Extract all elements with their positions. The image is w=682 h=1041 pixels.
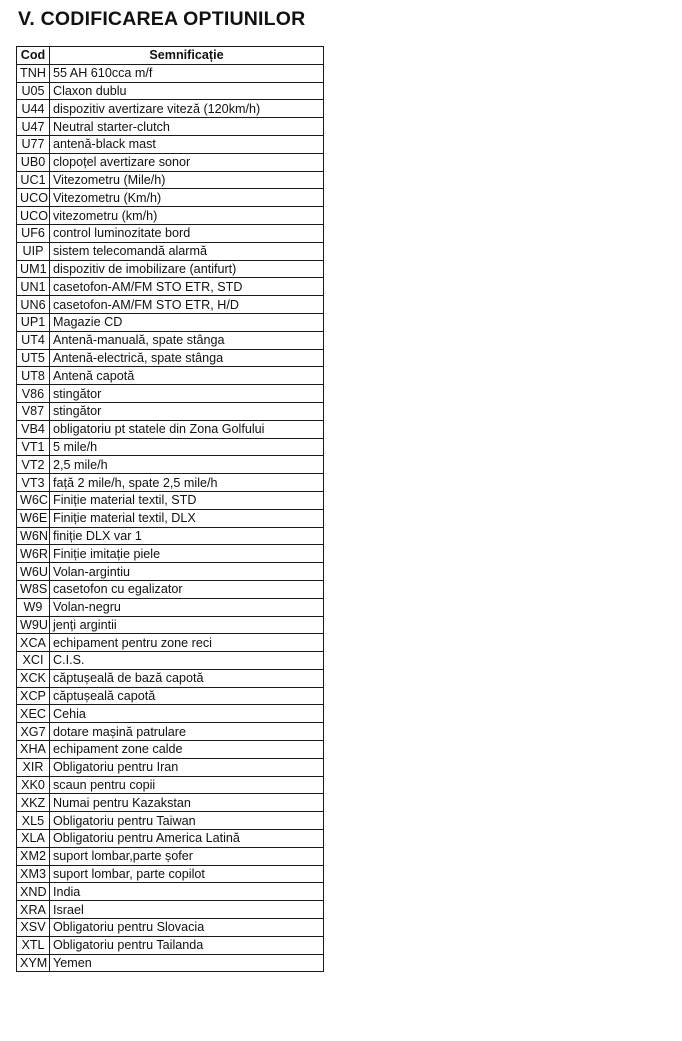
option-code-cell: UP1 — [17, 313, 50, 331]
option-meaning-cell: Antenă-electrică, spate stânga — [50, 349, 324, 367]
option-code-cell: UC1 — [17, 171, 50, 189]
option-code-cell: XCK — [17, 669, 50, 687]
option-meaning-cell: suport lombar,parte șofer — [50, 847, 324, 865]
table-row — [17, 242, 324, 260]
option-code-cell: V86 — [17, 385, 50, 403]
table-row — [17, 954, 324, 972]
table-row — [17, 385, 324, 403]
option-meaning-cell: Vitezometru (Mile/h) — [50, 171, 324, 189]
table-row — [17, 545, 324, 563]
option-meaning-cell: sistem telecomandă alarmă — [50, 242, 324, 260]
table-row — [17, 723, 324, 741]
table-row — [17, 64, 324, 82]
table-body — [17, 64, 324, 972]
option-meaning-cell: Volan-argintiu — [50, 563, 324, 581]
table-row — [17, 456, 324, 474]
option-code-cell: XKZ — [17, 794, 50, 812]
option-meaning-cell: Finiție material textil, STD — [50, 491, 324, 509]
table-row — [17, 901, 324, 919]
option-code-cell: XSV — [17, 919, 50, 937]
table-row — [17, 260, 324, 278]
table-row — [17, 171, 324, 189]
option-code-cell: UF6 — [17, 224, 50, 242]
option-code-cell: XK0 — [17, 776, 50, 794]
option-code-cell: XHA — [17, 741, 50, 759]
table-row — [17, 847, 324, 865]
option-meaning-cell: Finiție imitație piele — [50, 545, 324, 563]
option-code-cell: UM1 — [17, 260, 50, 278]
option-code-cell: W6R — [17, 545, 50, 563]
table-row — [17, 598, 324, 616]
option-code-cell: UT5 — [17, 349, 50, 367]
option-meaning-cell: Israel — [50, 901, 324, 919]
option-meaning-cell: stingător — [50, 402, 324, 420]
table-row — [17, 830, 324, 848]
option-meaning-cell: stingător — [50, 385, 324, 403]
table-row — [17, 919, 324, 937]
option-meaning-cell: suport lombar, parte copilot — [50, 865, 324, 883]
table-row — [17, 634, 324, 652]
table-row — [17, 135, 324, 153]
option-code-cell: W6C — [17, 491, 50, 509]
option-code-cell: VT1 — [17, 438, 50, 456]
option-meaning-cell: Neutral starter-clutch — [50, 118, 324, 136]
option-code-cell: UCO — [17, 189, 50, 207]
option-code-cell: UT8 — [17, 367, 50, 385]
option-code-cell: XRA — [17, 901, 50, 919]
option-code-cell: U77 — [17, 135, 50, 153]
table-row — [17, 758, 324, 776]
option-meaning-cell: dispozitiv de imobilizare (antifurt) — [50, 260, 324, 278]
table-row — [17, 865, 324, 883]
option-code-cell: VB4 — [17, 420, 50, 438]
option-code-cell: V87 — [17, 402, 50, 420]
table-row — [17, 687, 324, 705]
table-row — [17, 812, 324, 830]
option-meaning-cell: antenă-black mast — [50, 135, 324, 153]
table-row — [17, 207, 324, 225]
option-meaning-cell: dotare mașină patrulare — [50, 723, 324, 741]
table-row — [17, 278, 324, 296]
option-meaning-cell: control luminozitate bord — [50, 224, 324, 242]
option-meaning-cell: Obligatoriu pentru America Latină — [50, 830, 324, 848]
option-code-cell: W9 — [17, 598, 50, 616]
option-meaning-cell: căptușeală de bază capotă — [50, 669, 324, 687]
option-code-cell: XLA — [17, 830, 50, 848]
option-meaning-cell: echipament pentru zone reci — [50, 634, 324, 652]
table-row — [17, 118, 324, 136]
table-row — [17, 705, 324, 723]
table-row — [17, 82, 324, 100]
option-code-cell: U47 — [17, 118, 50, 136]
table-row — [17, 367, 324, 385]
option-meaning-cell: Claxon dublu — [50, 82, 324, 100]
option-meaning-cell: jenți argintii — [50, 616, 324, 634]
table-row — [17, 313, 324, 331]
option-code-cell: W8S — [17, 580, 50, 598]
option-code-cell: U05 — [17, 82, 50, 100]
option-code-cell: W9U — [17, 616, 50, 634]
options-code-table — [16, 46, 324, 972]
table-row — [17, 616, 324, 634]
page-title: V. CODIFICAREA OPTIUNILOR — [18, 8, 306, 30]
option-meaning-cell: Antenă capotă — [50, 367, 324, 385]
option-meaning-cell: Finiție material textil, DLX — [50, 509, 324, 527]
table-row — [17, 527, 324, 545]
option-meaning-cell: obligatoriu pt statele din Zona Golfului — [50, 420, 324, 438]
option-code-cell: VT2 — [17, 456, 50, 474]
table-row — [17, 224, 324, 242]
option-meaning-cell: India — [50, 883, 324, 901]
option-code-cell: UCO — [17, 207, 50, 225]
table-row — [17, 652, 324, 670]
option-meaning-cell: clopoțel avertizare sonor — [50, 153, 324, 171]
table-row — [17, 189, 324, 207]
table-row — [17, 776, 324, 794]
table-row — [17, 402, 324, 420]
table-row — [17, 420, 324, 438]
table-row — [17, 331, 324, 349]
table-row — [17, 438, 324, 456]
table-row — [17, 669, 324, 687]
option-meaning-cell: Obligatoriu pentru Slovacia — [50, 919, 324, 937]
option-code-cell: XM2 — [17, 847, 50, 865]
option-code-cell: W6U — [17, 563, 50, 581]
option-code-cell: XM3 — [17, 865, 50, 883]
option-meaning-cell: vitezometru (km/h) — [50, 207, 324, 225]
option-meaning-cell: 5 mile/h — [50, 438, 324, 456]
option-meaning-cell: Numai pentru Kazakstan — [50, 794, 324, 812]
option-meaning-cell: căptușeală capotă — [50, 687, 324, 705]
option-code-cell: XCA — [17, 634, 50, 652]
option-meaning-cell: Magazie CD — [50, 313, 324, 331]
option-meaning-cell: C.I.S. — [50, 652, 324, 670]
option-code-cell: XCP — [17, 687, 50, 705]
option-meaning-cell: echipament zone calde — [50, 741, 324, 759]
option-code-cell: XL5 — [17, 812, 50, 830]
option-meaning-cell: Yemen — [50, 954, 324, 972]
column-header-code: Cod — [17, 47, 50, 65]
option-code-cell: XYM — [17, 954, 50, 972]
option-code-cell: XTL — [17, 936, 50, 954]
option-code-cell: VT3 — [17, 474, 50, 492]
table-row — [17, 474, 324, 492]
option-meaning-cell: 55 AH 610cca m/f — [50, 64, 324, 82]
option-meaning-cell: Obligatoriu pentru Iran — [50, 758, 324, 776]
table-row — [17, 580, 324, 598]
option-meaning-cell: Obligatoriu pentru Taiwan — [50, 812, 324, 830]
option-meaning-cell: față 2 mile/h, spate 2,5 mile/h — [50, 474, 324, 492]
option-meaning-cell: Vitezometru (Km/h) — [50, 189, 324, 207]
option-meaning-cell: casetofon-AM/FM STO ETR, H/D — [50, 296, 324, 314]
option-code-cell: UN6 — [17, 296, 50, 314]
option-code-cell: U44 — [17, 100, 50, 118]
option-code-cell: UB0 — [17, 153, 50, 171]
table-row — [17, 100, 324, 118]
option-meaning-cell: Antenă-manuală, spate stânga — [50, 331, 324, 349]
table-header-row — [17, 47, 324, 65]
option-code-cell: UN1 — [17, 278, 50, 296]
table-row — [17, 153, 324, 171]
option-meaning-cell: Obligatoriu pentru Tailanda — [50, 936, 324, 954]
option-meaning-cell: casetofon-AM/FM STO ETR, STD — [50, 278, 324, 296]
option-meaning-cell: Cehia — [50, 705, 324, 723]
option-code-cell: W6N — [17, 527, 50, 545]
option-code-cell: XEC — [17, 705, 50, 723]
option-code-cell: XND — [17, 883, 50, 901]
table-row — [17, 349, 324, 367]
table-row — [17, 491, 324, 509]
table-row — [17, 741, 324, 759]
table-row — [17, 296, 324, 314]
table-row — [17, 883, 324, 901]
option-code-cell: XCI — [17, 652, 50, 670]
option-code-cell: UT4 — [17, 331, 50, 349]
option-code-cell: W6E — [17, 509, 50, 527]
option-code-cell: XIR — [17, 758, 50, 776]
table-row — [17, 563, 324, 581]
table-row — [17, 936, 324, 954]
option-meaning-cell: dispozitiv avertizare viteză (120km/h) — [50, 100, 324, 118]
option-code-cell: XG7 — [17, 723, 50, 741]
option-meaning-cell: scaun pentru copii — [50, 776, 324, 794]
option-code-cell: TNH — [17, 64, 50, 82]
option-meaning-cell: finiție DLX var 1 — [50, 527, 324, 545]
table-row — [17, 794, 324, 812]
column-header-meaning: Semnificație — [50, 47, 324, 65]
option-meaning-cell: casetofon cu egalizator — [50, 580, 324, 598]
option-meaning-cell: 2,5 mile/h — [50, 456, 324, 474]
table-row — [17, 509, 324, 527]
option-code-cell: UIP — [17, 242, 50, 260]
option-meaning-cell: Volan-negru — [50, 598, 324, 616]
